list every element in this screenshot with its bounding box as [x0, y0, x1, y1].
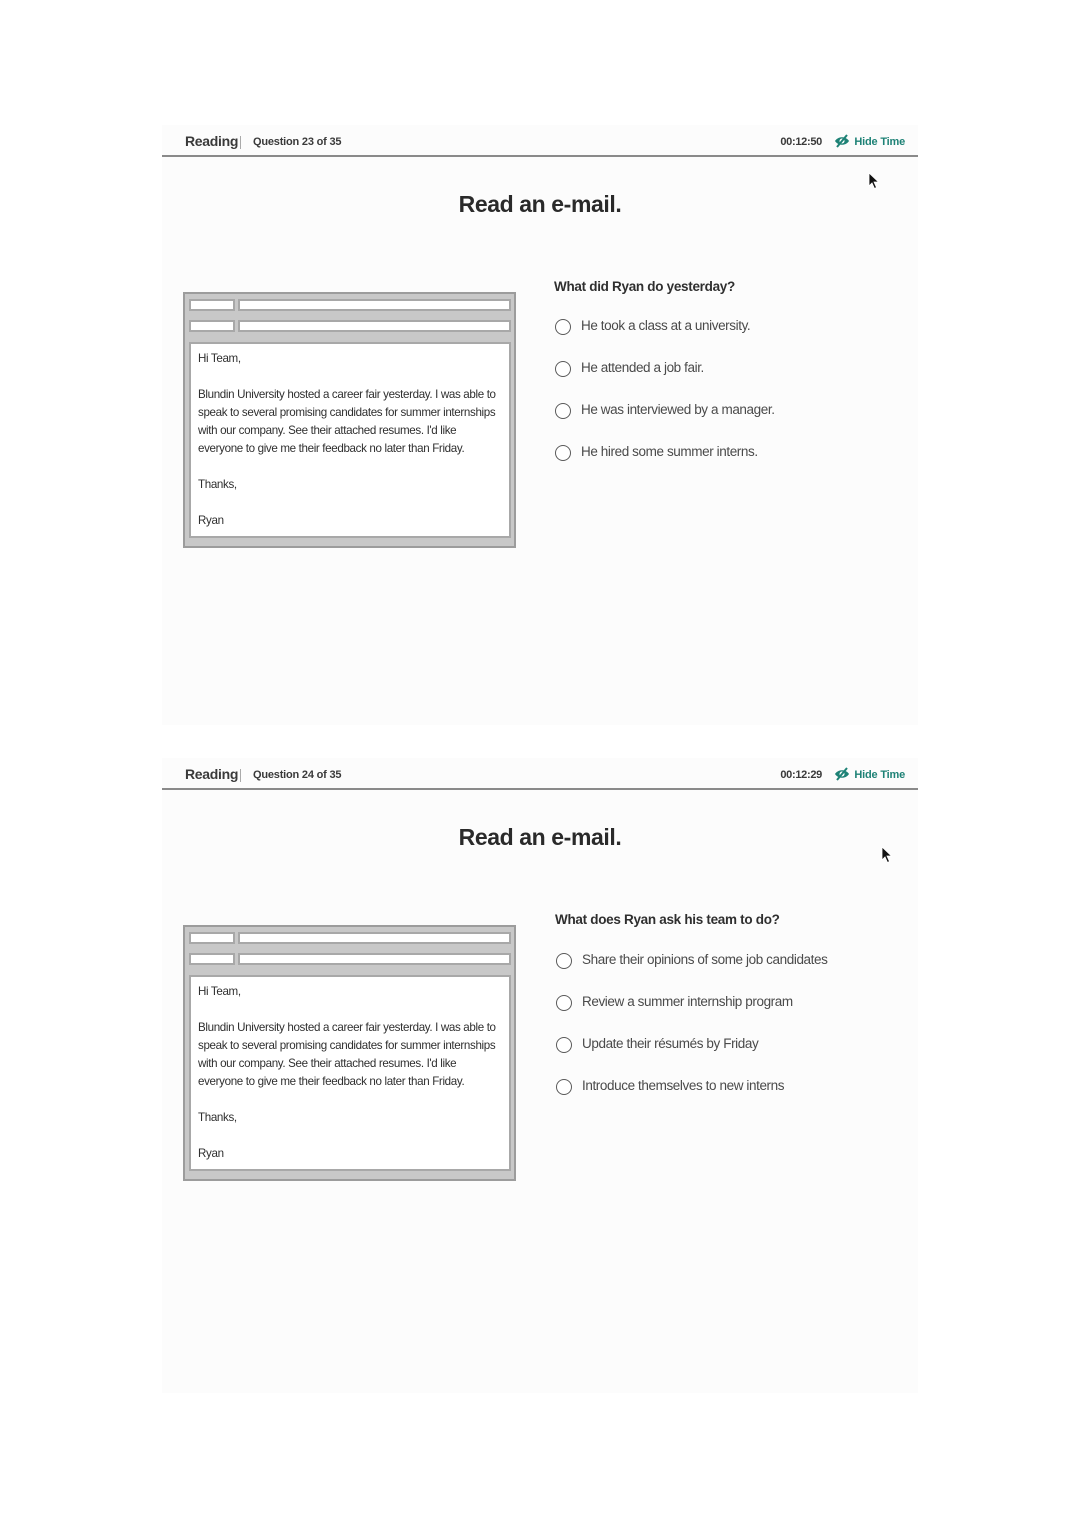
radio-button[interactable]	[555, 361, 571, 377]
answer-option[interactable]	[556, 993, 896, 1035]
email-from-value-field	[238, 932, 511, 944]
radio-button[interactable]	[556, 1079, 572, 1095]
email-subject-label-field	[189, 320, 235, 332]
test-screen-1	[162, 125, 918, 725]
section-name: Reading	[185, 766, 239, 782]
timer: 00:12:29	[780, 769, 822, 781]
email-message: Blundin University hosted a career fair yesterday. I was able to speak to several promising candidates for summer internships with our company. See their attached resumes. I'd like everyone to give me their feedback no later than Friday.	[198, 388, 496, 455]
email-signature: Ryan	[198, 1147, 224, 1160]
answer-options	[556, 951, 896, 1119]
section-name: Reading	[185, 133, 239, 149]
email-message: Blundin University hosted a career fair yesterday. I was able to speak to several promising candidates for summer internships with our company. See their attached resumes. I'd like everyone to give me their feedback no later than Friday.	[198, 1021, 496, 1088]
answer-option[interactable]	[555, 443, 895, 485]
answer-option[interactable]	[555, 359, 895, 401]
page-title: Read an e-mail.	[458, 824, 622, 850]
page-title: Read an e-mail.	[458, 191, 622, 217]
hide-time-button[interactable]: Hide Time	[854, 136, 905, 148]
radio-button[interactable]	[556, 1037, 572, 1053]
answer-option-label[interactable]: He took a class at a university.	[581, 318, 751, 333]
answer-option-label[interactable]: Update their résumés by Friday	[582, 1036, 759, 1051]
mouse-pointer-icon	[868, 172, 880, 190]
eye-slash-icon[interactable]	[834, 134, 850, 148]
question-counter: Question 24 of 35	[253, 769, 342, 781]
answer-option-label[interactable]: He attended a job fair.	[581, 360, 704, 375]
email-body	[189, 342, 511, 538]
radio-button[interactable]	[556, 953, 572, 969]
answer-option[interactable]	[556, 951, 896, 993]
header-divider	[240, 136, 241, 149]
question-text: What does Ryan ask his team to do?	[555, 912, 780, 927]
answer-option-label[interactable]: Review a summer internship program	[582, 994, 793, 1009]
radio-button[interactable]	[555, 445, 571, 461]
test-screen-2	[162, 758, 918, 1393]
eye-slash-icon[interactable]	[834, 767, 850, 781]
question-text: What did Ryan do yesterday?	[554, 279, 735, 294]
answer-option[interactable]	[556, 1035, 896, 1077]
email-greeting: Hi Team,	[198, 985, 241, 998]
top-bar	[162, 125, 918, 157]
email-signature: Ryan	[198, 514, 224, 527]
email-greeting: Hi Team,	[198, 352, 241, 365]
email-window	[183, 925, 516, 1181]
answer-option[interactable]	[555, 317, 895, 359]
answer-option-label[interactable]: Introduce themselves to new interns	[582, 1078, 785, 1093]
hide-time-button[interactable]: Hide Time	[854, 769, 905, 781]
question-counter: Question 23 of 35	[253, 136, 342, 148]
radio-button[interactable]	[555, 319, 571, 335]
email-body	[189, 975, 511, 1171]
top-bar	[162, 758, 918, 790]
radio-button[interactable]	[556, 995, 572, 1011]
email-subject-value-field	[238, 953, 511, 965]
email-window	[183, 292, 516, 548]
email-from-label-field	[189, 932, 235, 944]
email-subject-label-field	[189, 953, 235, 965]
answer-option[interactable]	[555, 401, 895, 443]
email-from-value-field	[238, 299, 511, 311]
answer-option-label[interactable]: Share their opinions of some job candidates	[582, 952, 828, 967]
email-subject-value-field	[238, 320, 511, 332]
answer-option-label[interactable]: He hired some summer interns.	[581, 444, 758, 459]
answer-options	[555, 317, 895, 485]
email-closing: Thanks,	[198, 478, 237, 491]
answer-option[interactable]	[556, 1077, 896, 1119]
header-divider	[240, 769, 241, 782]
timer: 00:12:50	[780, 136, 822, 148]
answer-option-label[interactable]: He was interviewed by a manager.	[581, 402, 775, 417]
email-from-label-field	[189, 299, 235, 311]
email-closing: Thanks,	[198, 1111, 237, 1124]
radio-button[interactable]	[555, 403, 571, 419]
